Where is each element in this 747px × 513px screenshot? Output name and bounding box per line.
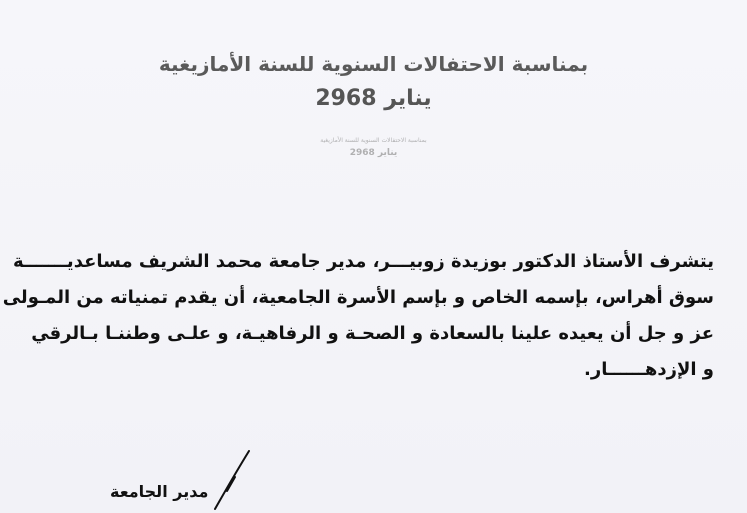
signature-label: مدير الجامعة	[110, 482, 209, 501]
body-paragraph	[2, 244, 714, 388]
body-line-1	[12, 244, 714, 280]
header-month: يناير	[384, 86, 432, 111]
signature-mark	[205, 447, 255, 513]
body-line-1-pre: يتشرف الأستاذ الدكتور	[513, 251, 714, 272]
header-year: 2968	[315, 86, 377, 111]
ghost-header-date	[0, 148, 747, 158]
body-line-2: سوق أهراس، بإسمه الخاص و بإسم الأسرة الجامعية، أن يقدم تمنياته من المـولى	[2, 287, 714, 308]
body-line-1-post: مدير جامعة محمد الشريف مساعديـــــــة	[12, 251, 367, 272]
body-line-3: عز و جل أن يعيده علينا بالسعادة و الصحـة و الرفاهيـة، و علـى وطننـا بـالرقي	[31, 323, 714, 344]
ghost-month: يناير	[377, 148, 398, 158]
body-line-4: و الإزدهــــــار.	[584, 359, 714, 380]
header-date	[0, 86, 747, 111]
header-title: بمناسبة الاحتفالات السنوية للسنة الأمازيغية	[158, 52, 589, 76]
body-name: بوزيدة زوبيـــر،	[372, 251, 508, 272]
ghost-header-title: بمناسبة الاحتفالات السنوية للسنة الأمازيغية	[320, 137, 427, 144]
ghost-year: 2968	[349, 148, 375, 158]
